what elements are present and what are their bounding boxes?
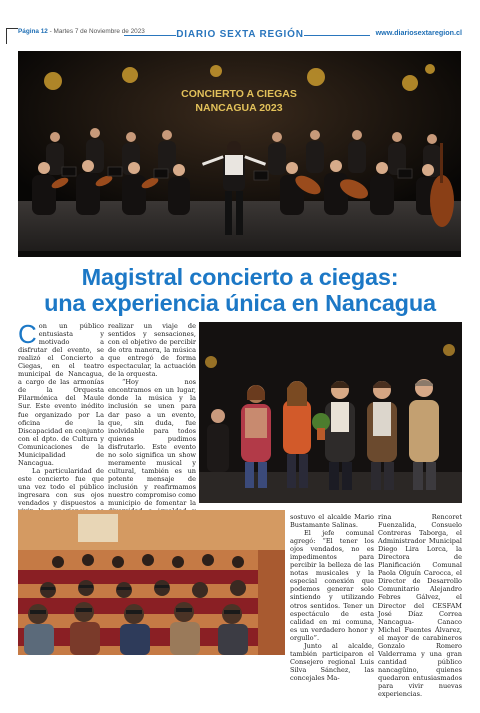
article-paragraph [18,319,104,467]
page-number-line [18,28,145,35]
article-paragraph: Junto al alcalde, también participaron el Consejero regional Luis Silva Sánchez, las concejales Ma- [290,641,374,682]
corner-crop-mark [6,28,18,44]
audience-illustration [18,510,285,655]
headline-line-2: una experiencia única en Nancagua [44,290,436,316]
article-paragraph: “Hoy nos encontramos en un lugar, donde la música y la inclusión se unen para dar paso a un evento, que, sin duda, fue inolvidable para todos quienes pudimos disfrutarlo. Este evento no solo significa un show meramente musical y cultural, también es un potente mensaje de inclusión y reafirmamos nuestro compromiso como municipio de fomentar la [108,378,196,508]
banner-text-1: CONCIERTO A CIEGAS [181,88,297,100]
article-paragraph: realizar un viaje de sentidos y sensaciones, con el objetivo de percibir de otra manera, la música que entregó de forma espectacular, la actuación de la orquesta. [108,322,196,379]
site-url: www.diariosextaregion.cl [375,28,462,37]
paragraph-text: on un público entusiasta y motivado a disfrutar del evento, se realizó el Concierto a Ciegas, en el teatro municipal de Nancagua, a cargo de las armonías de la Orquesta Filarmónica del Maule Sur. Este evento inédito fue organizado por La oficina de la Discapacidad en conjunto con el dpto. de Cultura y Comunicaciones de la Municipalidad de Nancagua. [18,322,104,467]
header-rule-right [304,35,370,36]
drop-cap: C [18,319,37,349]
headline-line-1: Magistral concierto a ciegas: [81,264,399,290]
officials-illustration [199,322,462,503]
page-header [0,0,480,46]
main-photo-orchestra [18,51,461,257]
article-paragraph: La particularidad de este concierto fue que una vez todo el público ingresara con sus ojos vendados y dispuestos a [18,466,104,508]
headline [14,264,466,316]
article-paragraph: rina Rencoret Fuenzalida, Consuelo Contreras Taborga, el Administrador Municipal Diego Lira Lorca, la Directora de Planificación Comunal Paola Olguín Carocca, el Director de Desarrollo Comunitario Alejandro Febres Gálvez, el Director del CESFAM José Díaz Correa Nancagua- Canaco Michel Fuentes Álvarez, el mayor de carabineros Gonzalo Romero Valderrama y una gran cantidad público nancagüino, quienes quedaron entusiasmados para vivir nuevas experiencias. [378,513,462,699]
article-column-2 [108,322,196,531]
page-number: Página 12 [18,28,48,35]
article-column-4 [378,513,462,698]
header-rule-left [124,35,176,36]
photo-officials-on-stage [199,322,462,503]
banner-text-2: NANCAGUA 2023 [195,102,283,114]
article-column-3 [290,513,374,682]
photo-audience-blindfolded [18,510,285,655]
issue-date: - Martes 7 de Noviembre de 2023 [47,28,145,35]
masthead: DIARIO SEXTA REGIÓN [176,29,304,40]
article-paragraph: El jefe comunal agregó: “El tener los ojos vendados, no es impedimentos para percibir la belleza de las notas musicales y la especial conexión que podemos generar solo sintiendo y utilizando otros sentidos. Tener un espectáculo de esta calidad en mi comuna, es un verdadero honor y orgullo”. [290,529,374,642]
article-paragraph: sostuvo el alcalde Mario Bustamante Salinas. [290,513,374,530]
orchestra-illustration [18,51,461,257]
